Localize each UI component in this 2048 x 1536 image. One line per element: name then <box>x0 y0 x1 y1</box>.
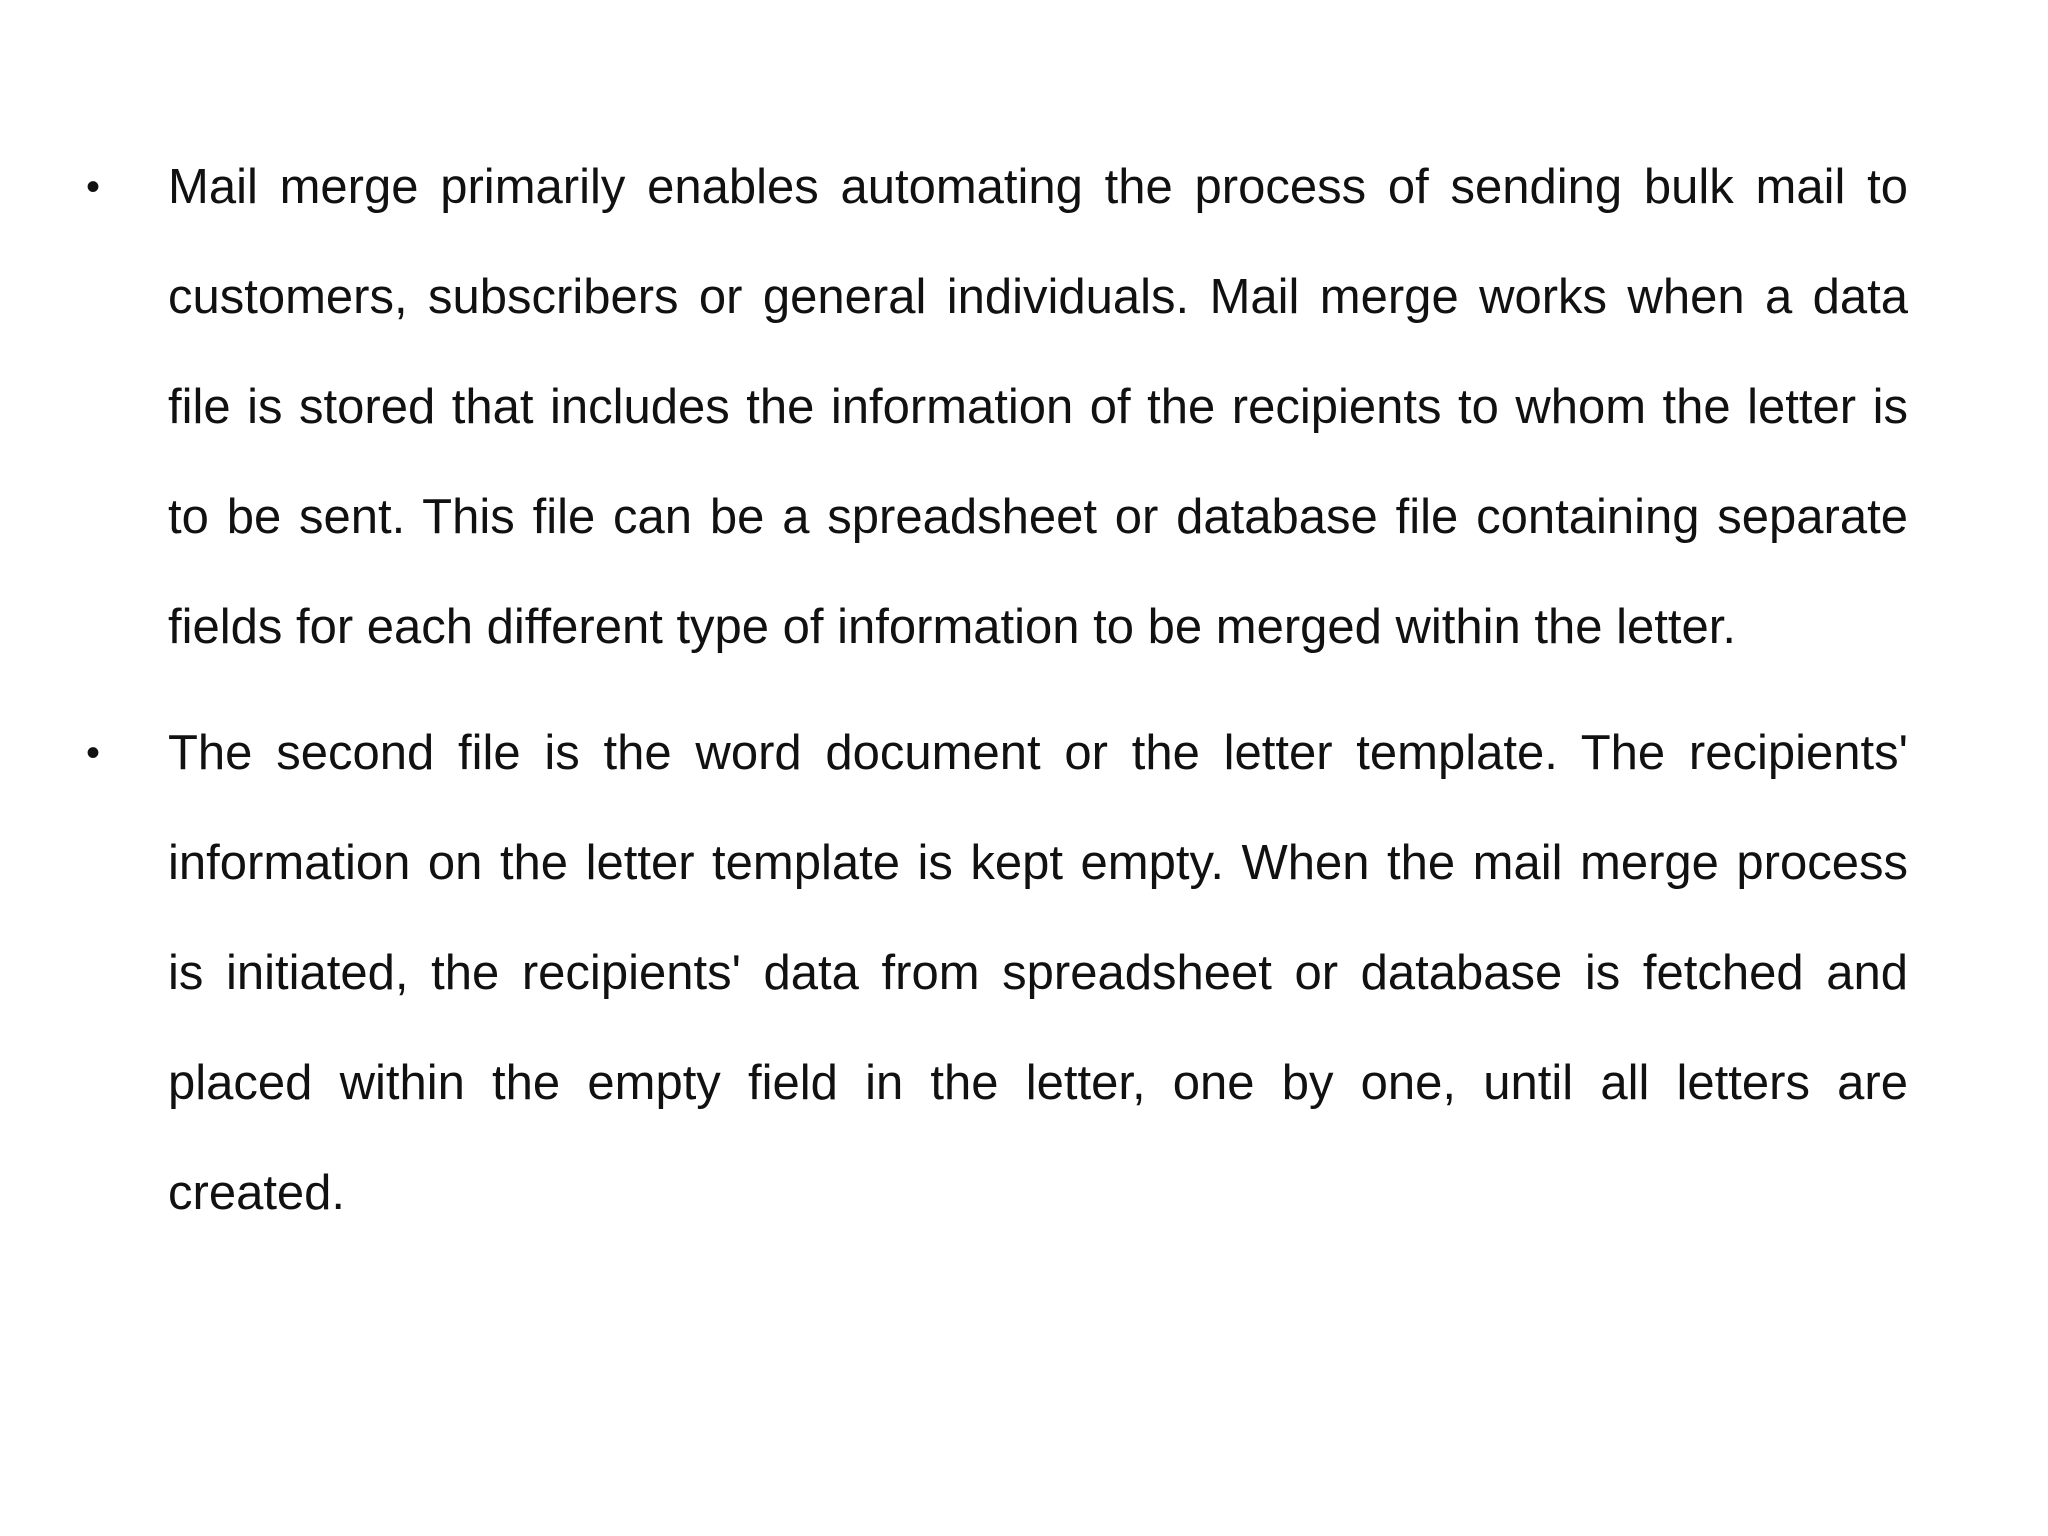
bullet-list <box>86 132 1908 1264</box>
bullet-text: The second file is the word document or the letter template. The recipients' information on the letter template is kept empty. When the mail merge process is initiated, the recipients' data from spreadsheet or database is fetched and placed within the empty field in the letter, one by one, until all letters are created. <box>168 726 1908 1220</box>
bullet-point-icon: • <box>86 731 101 775</box>
bullet-text: Mail merge primarily enables automating the process of sending bulk mail to customers, subscribers or general individuals. Mail merge works when a data file is stored that includes the information of the recipients to whom the letter is to be sent. This file can be a spreadsheet or database file containing separate fields for each different type of information to be merged within the letter. <box>168 160 1908 654</box>
bullet-item-mail-merge-purpose <box>86 132 1908 682</box>
bullet-item-letter-template <box>86 698 1908 1248</box>
bullet-point-icon: • <box>86 165 101 209</box>
